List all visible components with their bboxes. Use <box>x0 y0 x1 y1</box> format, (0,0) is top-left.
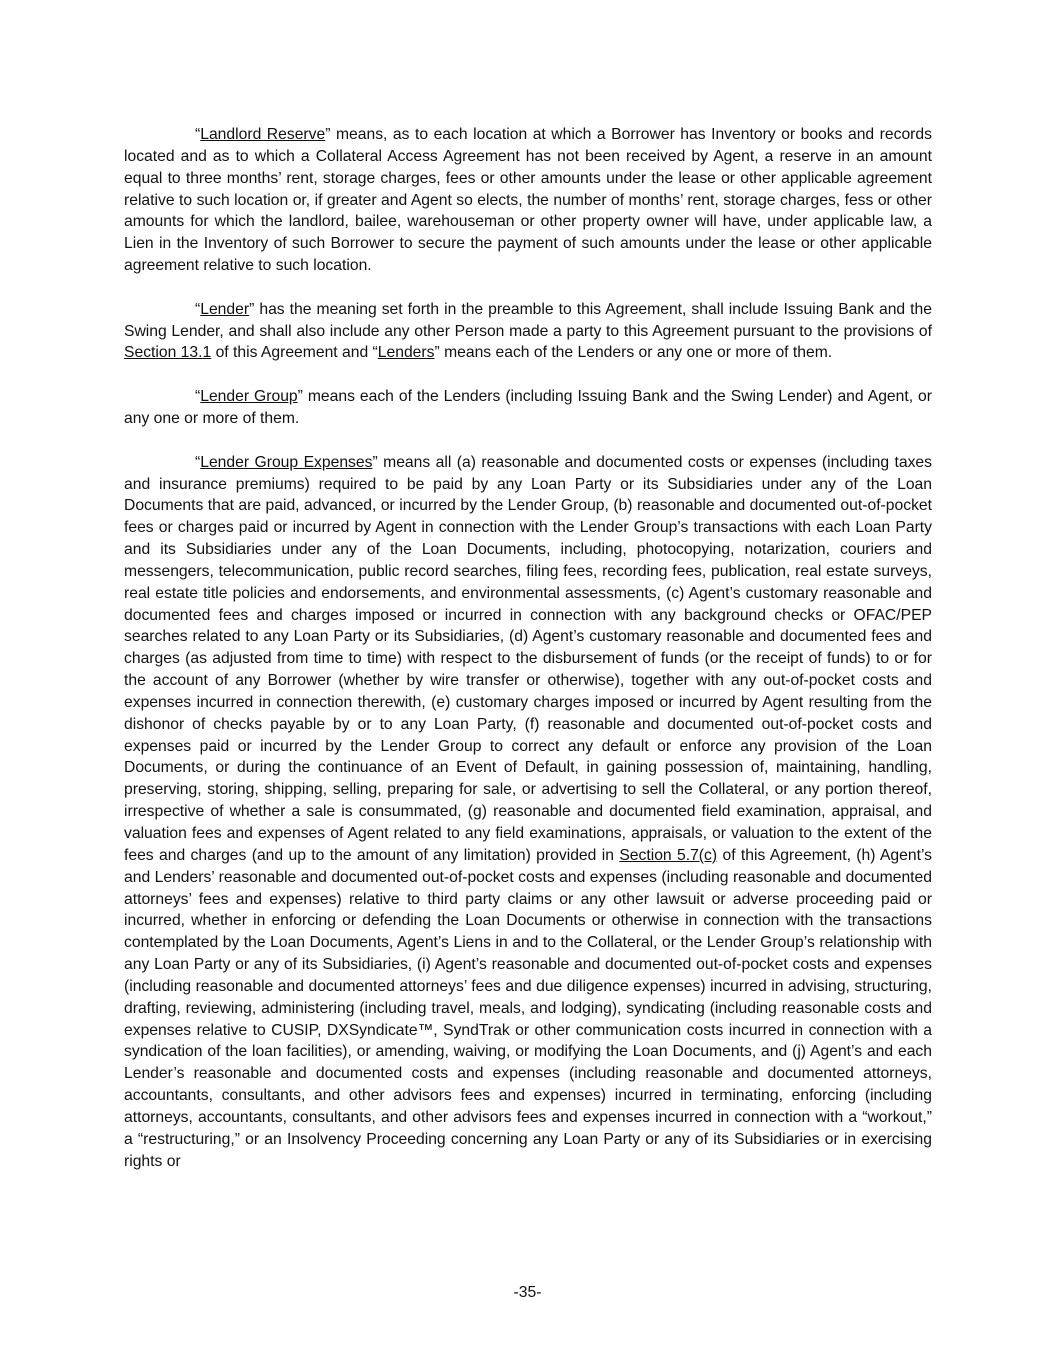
defined-term: Lender <box>200 300 250 318</box>
definition-lender <box>124 299 932 365</box>
section-reference: Section 13.1 <box>124 344 212 362</box>
definition-text: “ <box>195 300 201 318</box>
defined-term: Lender Group <box>200 388 298 406</box>
definition-text: ” means, as to each location at which a Borrower has Inventory or books and records located and as to which a Collateral Access Agreement has not been received by Agent, a reserve in an amount equal to three months’ rent, storage charges, fees or other amounts under the lease or other applicable agreement relative to such location or, if greater and Agent so elects, the number of months’ rent, storage charges, fess or other amounts for which the landlord, bailee, warehouseman or other property owner will have, under applicable law, a Lien in the Inventory of such Borrower to secure the payment of such amounts under the lease or other applicable agreement relative to such location. <box>124 126 932 275</box>
definition-text: “ <box>195 388 201 406</box>
definition-text: “ <box>195 453 201 471</box>
definition-lender-group-expenses <box>124 452 932 1173</box>
section-reference: Section 5.7(c) <box>619 846 718 864</box>
definition-text: “ <box>195 126 201 143</box>
document-page <box>124 124 932 1194</box>
definition-lender-group <box>124 386 932 430</box>
defined-term: Lenders <box>377 344 435 362</box>
definition-text: of this Agreement and “ <box>211 344 378 362</box>
definition-landlord-reserve <box>124 124 932 277</box>
definition-text: of this Agreement, (h) Agent’s and Lenders’ reasonable and documented out-of-pocket costs and expenses (including reasonable and documented attorneys’ fees and expenses) relative to third party claims or any other lawsuit or adverse proceeding paid or incurred, whether in enforcing or defending the Loan Documents or otherwise in connection with the transactions contemplated by the Loan Documents, Agent’s Liens in and to the Collateral, or the Lender Group’s relationship with any Loan Party or any of its Subsidiaries, (i) Agent’s reasonable and documented out-of-pocket costs and expenses (including reasonable and documented attorneys’ fees and due diligence expenses) incurred in advising, structuring, drafting, reviewing, administering (including travel, meals, and lodging), syndicating (including reasonable costs and expenses relative to CUSIP, DXSyndicate™, SyndTrak or other communication costs incurred in connection with a syndication of the loan facilities), or amending, waiving, or modifying the Loan Documents, and (j) Agent’s and each Lender’s reasonable and documented costs and expenses (including reasonable and documented attorneys, accountants, consultants, and other advisors fees and expenses) incurred in terminating, enforcing (including attorneys, accountants, consultants, and other advisors fees and expenses incurred in connection with a “workout,” a “restructuring,” or an Insolvency Proceeding concerning any Loan Party or any of its Subsidiaries or in exercising rights or <box>124 846 932 1170</box>
defined-term: Lender Group Expenses <box>200 453 373 471</box>
definition-text: ” has the meaning set forth in the preamble to this Agreement, shall include Issuing Bank and the Swing Lender, and shall also include any other Person made a party to this Agreement pursuant to the provisions of <box>124 300 932 340</box>
page-number: -35- <box>513 1284 542 1301</box>
definition-text: ” means each of the Lenders (including Issuing Bank and the Swing Lender) and Agent, or any one or more of them. <box>124 388 932 427</box>
defined-term: Landlord Reserve <box>200 126 326 143</box>
definition-text: ” means each of the Lenders or any one or more of them. <box>434 344 833 362</box>
definition-text: ” means all (a) reasonable and documented costs or expenses (including taxes and insurance premiums) required to be paid by any Loan Party or its Subsidiaries under any of the Loan Documents that are paid, advanced, or incurred by the Lender Group, (b) reasonable and documented out-of-pocket fees or charges paid or incurred by Agent in connection with the Lender Group’s transactions with each Loan Party and its Subsidiaries under any of the Loan Documents, including, photocopying, notarization, couriers and messengers, telecommunication, public record searches, filing fees, recording fees, publication, real estate surveys, real estate title policies and endorsements, and environmental assessments, (c) Agent’s customary reasonable and documented fees and charges imposed or incurred in connection with any background checks or OFAC/PEP searches related to any Loan Party or its Subsidiaries, (d) Agent’s customary reasonable and documented fees and charges (as adjusted from time to time) with respect to the disbursement of funds (or the receipt of funds) to or for the account of any Borrower (whether by wire transfer or otherwise), together with any out-of-pocket costs and expenses incurred in connection therewith, (e) customary charges imposed or incurred by Agent resulting from the dishonor of checks payable by or to any Loan Party, (f) reasonable and documented out-of-pocket costs and expenses paid or incurred by the Lender Group to correct any default or enforce any provision of the Loan Documents, or during the continuance of an Event of Default, in gaining possession of, maintaining, handling, preserving, storing, shipping, selling, preparing for sale, or advertising to sell the Collateral, or any portion thereof, irrespective of whether a sale is consummated, (g) reasonable and documented field examination, appraisal, and valuation fees and expenses of Agent related to any field examinations, appraisals, or valuation to the extent of the fees and charges (and up to the amount of any limitation) provided in <box>124 453 933 864</box>
